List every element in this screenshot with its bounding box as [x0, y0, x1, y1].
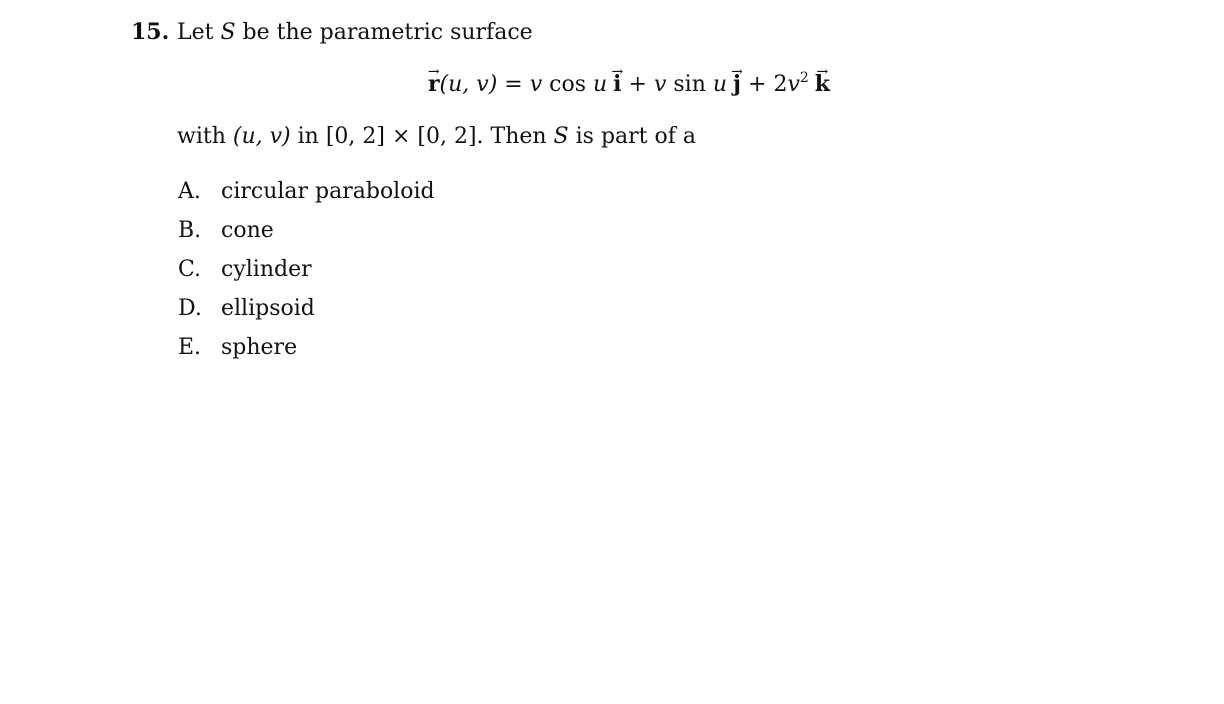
formula-term3-exponent: 2 — [799, 70, 809, 86]
choice-c[interactable] — [178, 255, 435, 294]
choice-text: cylinder — [221, 257, 312, 282]
question-intro-var: S — [220, 20, 236, 45]
question-number: 15. — [131, 19, 170, 45]
domain-vars: (u, v) — [232, 124, 291, 149]
formula-term1-fn: cos — [542, 72, 593, 97]
choice-text: ellipsoid — [221, 296, 315, 321]
choice-text: cone — [221, 218, 274, 243]
domain-interval: in [0, 2] × [0, 2]. Then — [290, 124, 554, 149]
choice-b[interactable] — [178, 216, 435, 255]
choice-text: circular paraboloid — [221, 179, 435, 204]
formula-plus-1: + — [621, 72, 654, 97]
formula-term2-arg: u — [712, 72, 728, 97]
formula-term3-coef: 2 — [773, 72, 788, 97]
formula-vector-i: → i — [613, 71, 621, 97]
formula-lhs-args: (u, v) — [439, 72, 498, 97]
question-intro-b: be the parametric surface — [235, 20, 533, 45]
choice-letter: C. — [178, 257, 202, 282]
parametric-formula — [0, 68, 1224, 101]
formula-lhs-vector: → r — [428, 71, 440, 97]
formula-vector-k: → k — [815, 71, 830, 97]
formula-term2-fn: sin — [666, 72, 713, 97]
domain-tail: is part of a — [568, 124, 696, 149]
domain-statement — [177, 122, 696, 152]
choice-a[interactable] — [178, 177, 435, 216]
formula-vector-j: → j — [733, 71, 741, 97]
choice-letter: D. — [178, 296, 202, 321]
choice-d[interactable] — [178, 294, 435, 333]
formula-term1-coef: v — [529, 72, 543, 97]
formula-term3-var: v — [787, 72, 800, 97]
domain-surface-var: S — [553, 124, 569, 149]
formula-plus-2: + — [741, 72, 774, 97]
choice-letter: A. — [178, 179, 201, 204]
formula-equals: = — [497, 72, 530, 97]
question-header — [131, 17, 533, 48]
question-intro-a: Let — [177, 20, 221, 45]
choice-letter: E. — [178, 335, 202, 360]
choice-text: sphere — [221, 335, 298, 360]
choice-e[interactable] — [178, 333, 435, 372]
choice-letter: B. — [178, 218, 202, 243]
formula-term2-coef: v — [653, 72, 667, 97]
formula-term1-arg: u — [593, 72, 608, 97]
domain-with: with — [177, 124, 233, 149]
answer-choices — [178, 177, 435, 372]
